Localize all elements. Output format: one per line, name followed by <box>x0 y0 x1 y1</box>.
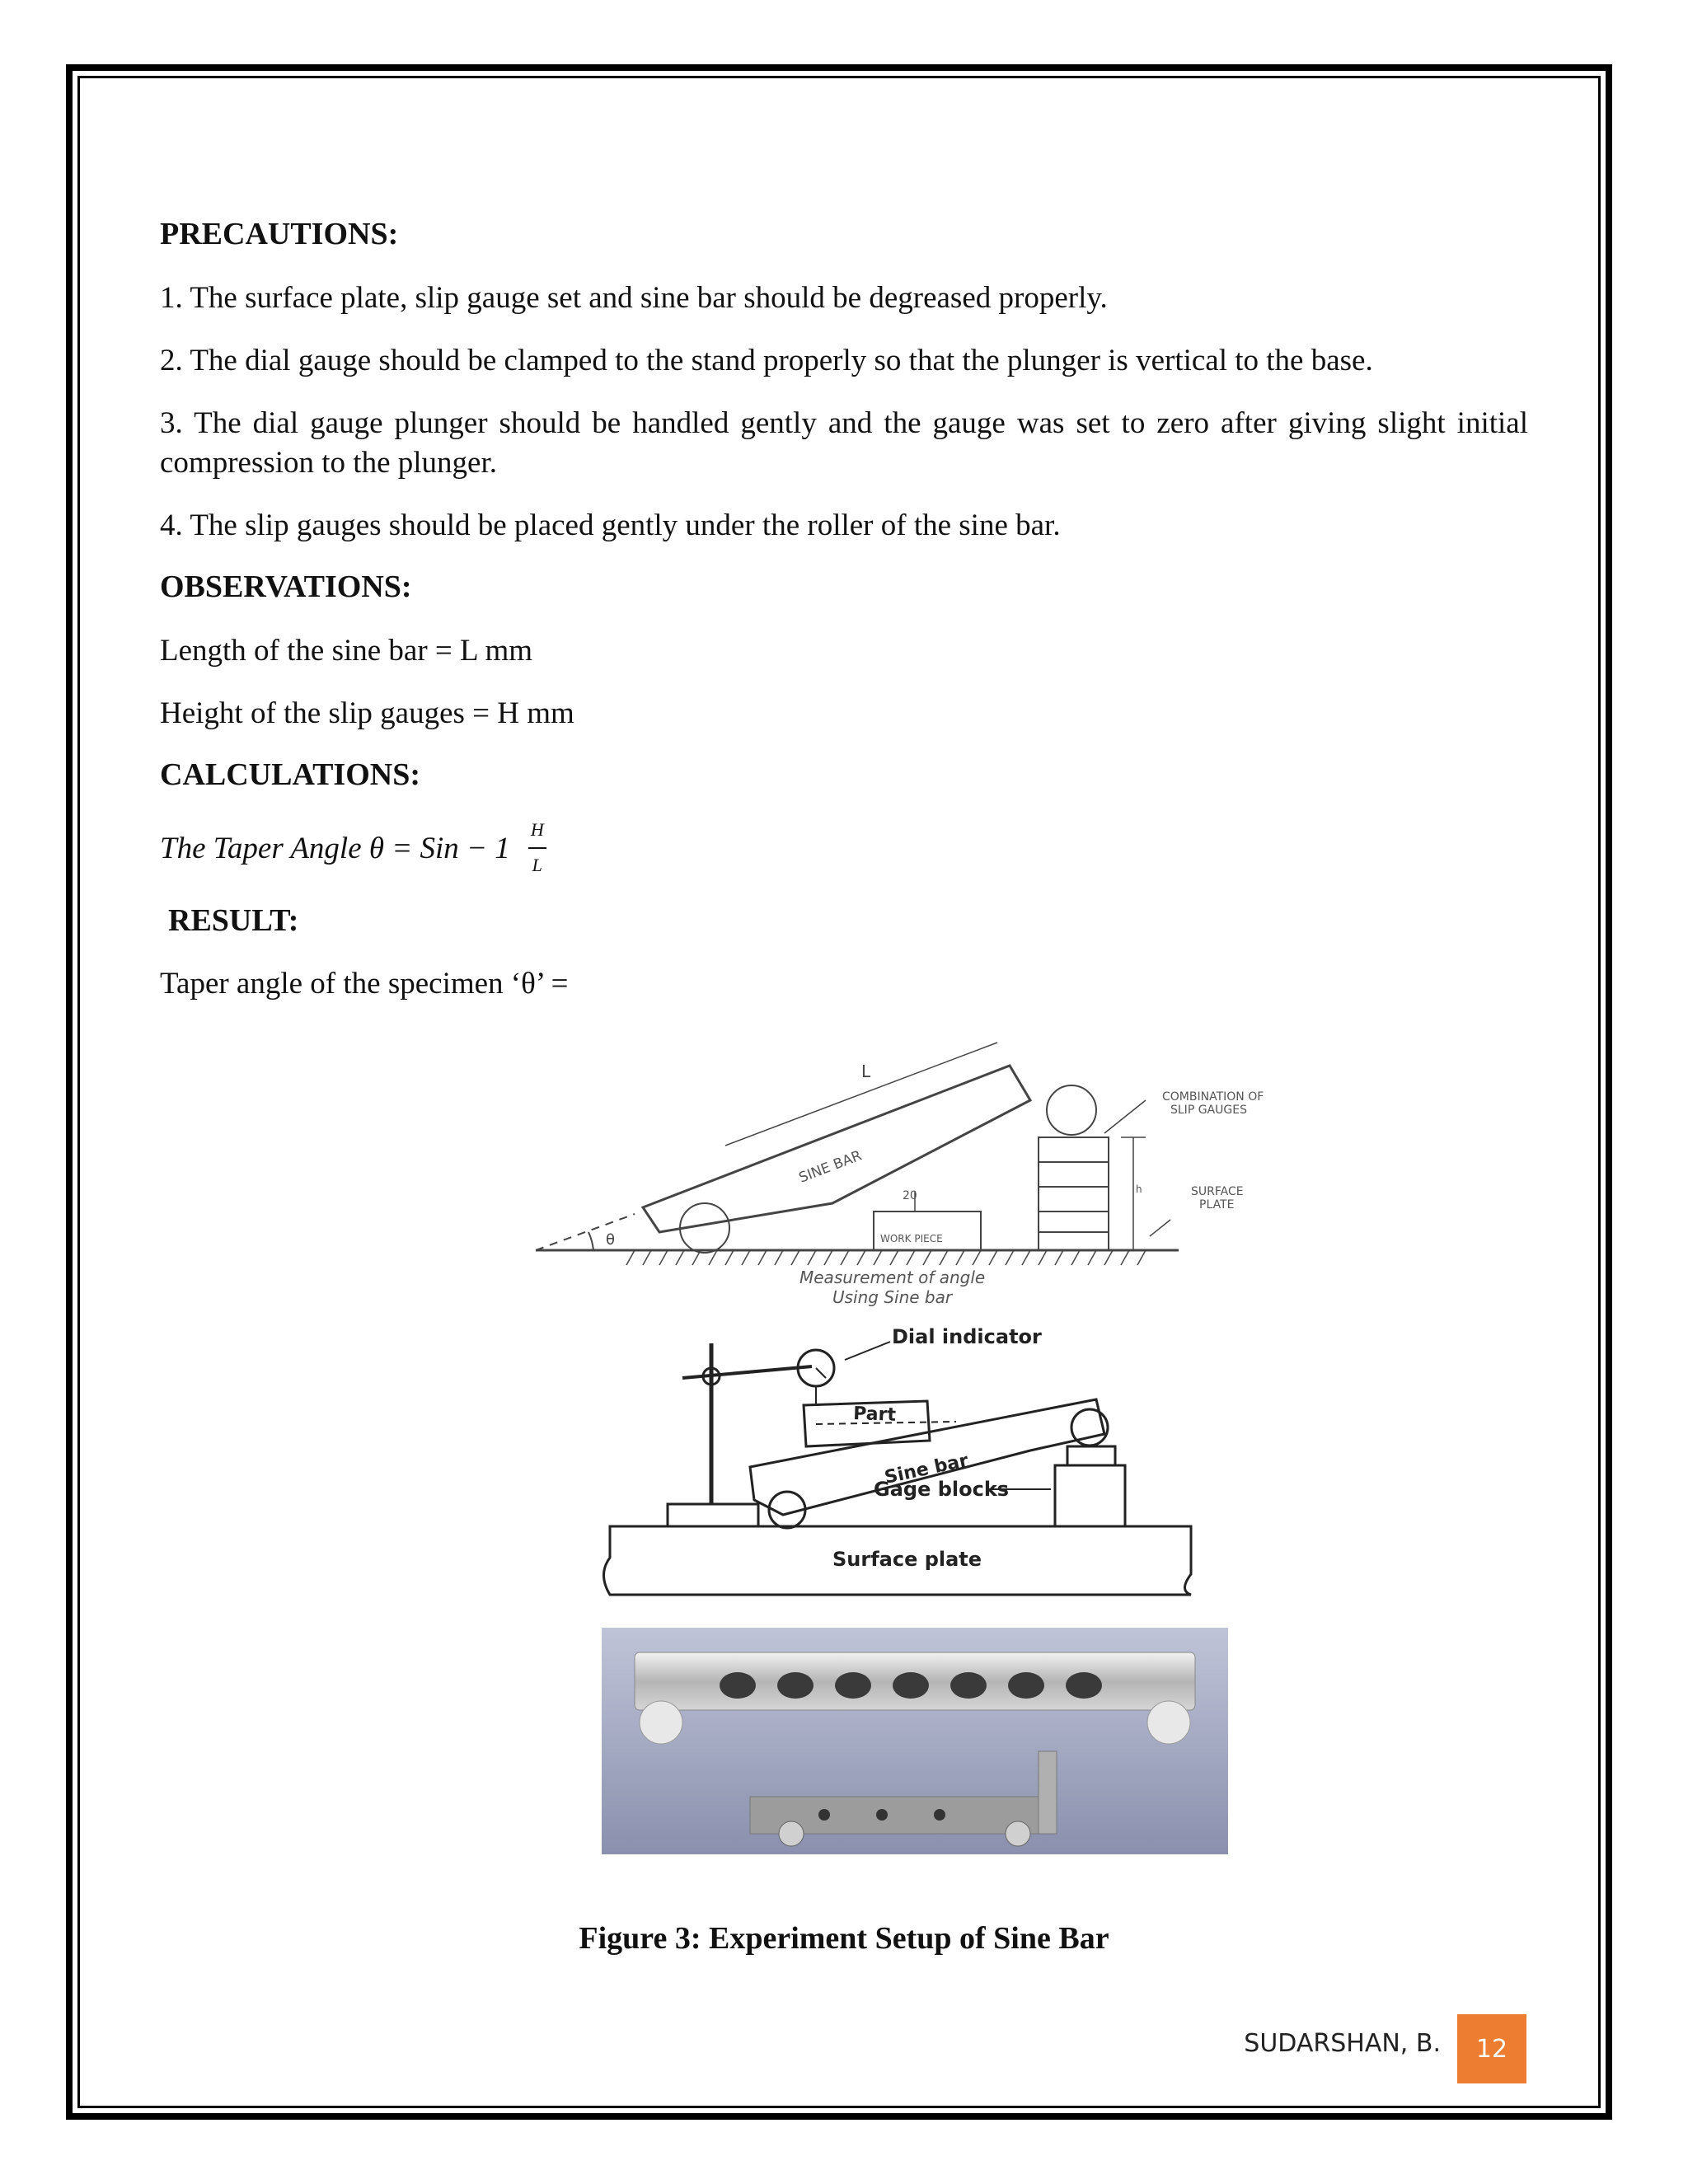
dial-indicator-label: Dial indicator <box>892 1325 1042 1348</box>
sine-bar-angle-diagram <box>536 1034 1264 1307</box>
combination-label-1: COMBINATION OF <box>1162 1090 1264 1104</box>
result-text: Taper angle of the specimen ‘θ’ = <box>160 967 569 1001</box>
fraction-numerator: H <box>530 819 544 841</box>
precaution-item: 4. The slip gauges should be placed gently under the roller of the sine bar. <box>160 508 1061 542</box>
sine-bar-photo <box>602 1628 1228 1854</box>
observations-heading: OBSERVATIONS: <box>160 569 412 605</box>
gage-block-lower <box>1055 1465 1125 1526</box>
surface-plate-label-1: SURFACE <box>1191 1185 1244 1198</box>
sine-bar-label: SINE BAR <box>796 1147 865 1187</box>
taper-angle-formula <box>160 818 1528 877</box>
angle-extension-line <box>536 1214 635 1250</box>
right-roller <box>1047 1085 1096 1135</box>
length-dim-line <box>725 1043 997 1146</box>
sine-bar-label: Sine bar <box>883 1450 971 1488</box>
surface-plate-label-2: PLATE <box>1199 1198 1235 1212</box>
angle-label: 20 <box>903 1189 917 1202</box>
combination-label-2: SLIP GAUGES <box>1170 1104 1247 1117</box>
observation-item: Height of the slip gauges = H mm <box>160 696 574 730</box>
precaution-item: 3. The dial gauge plunger should be handled gently and the gauge was set to zero after giving slight initial compression to the plunger. <box>160 405 1528 480</box>
combination-leader <box>1104 1100 1146 1133</box>
fraction-denominator: L <box>532 855 542 876</box>
page-number-badge: 12 <box>1457 2014 1526 2083</box>
work-piece-label: WORK PIECE <box>880 1233 943 1244</box>
part-label: Part <box>852 1404 897 1426</box>
diagram-caption-1: Measurement of angle <box>799 1268 986 1287</box>
theta-arc <box>588 1232 593 1250</box>
result-heading: RESULT: <box>168 902 299 938</box>
observation-item: Length of the sine bar = L mm <box>160 633 533 668</box>
dial-indicator-diagram <box>536 1319 1245 1599</box>
figure-caption: Figure 3: Experiment Setup of Sine Bar <box>579 1921 1109 1956</box>
gage-blocks-label: Gage blocks <box>874 1478 1010 1501</box>
sine-bar-body <box>643 1066 1030 1232</box>
calculations-heading: CALCULATIONS: <box>160 757 421 792</box>
height-label: h <box>1136 1183 1142 1195</box>
surface-plate-label: Surface plate <box>832 1548 982 1571</box>
page-content <box>160 216 1528 1027</box>
stand-base <box>668 1504 758 1526</box>
gage-block-upper <box>1067 1446 1115 1465</box>
surface-plate-leader <box>1150 1220 1170 1236</box>
precaution-item: 2. The dial gauge should be clamped to the stand properly so that the plunger is vertical to the base. <box>160 343 1373 377</box>
footer-author: SUDARSHAN, B. <box>1244 2029 1441 2058</box>
formula-text: The Taper Angle θ = Sin − 1 <box>160 831 510 865</box>
length-label: L <box>861 1062 871 1081</box>
formula-fraction <box>528 818 546 877</box>
diagram-caption-2: Using Sine bar <box>832 1287 953 1307</box>
theta-label: θ <box>606 1231 616 1249</box>
fraction-bar <box>528 847 546 849</box>
dial-leader <box>845 1342 890 1360</box>
precaution-item: 1. The surface plate, slip gauge set and sine bar should be degreased properly. <box>160 280 1108 315</box>
slip-gauges-stack <box>1039 1137 1109 1250</box>
precautions-heading: PRECAUTIONS: <box>160 217 399 251</box>
